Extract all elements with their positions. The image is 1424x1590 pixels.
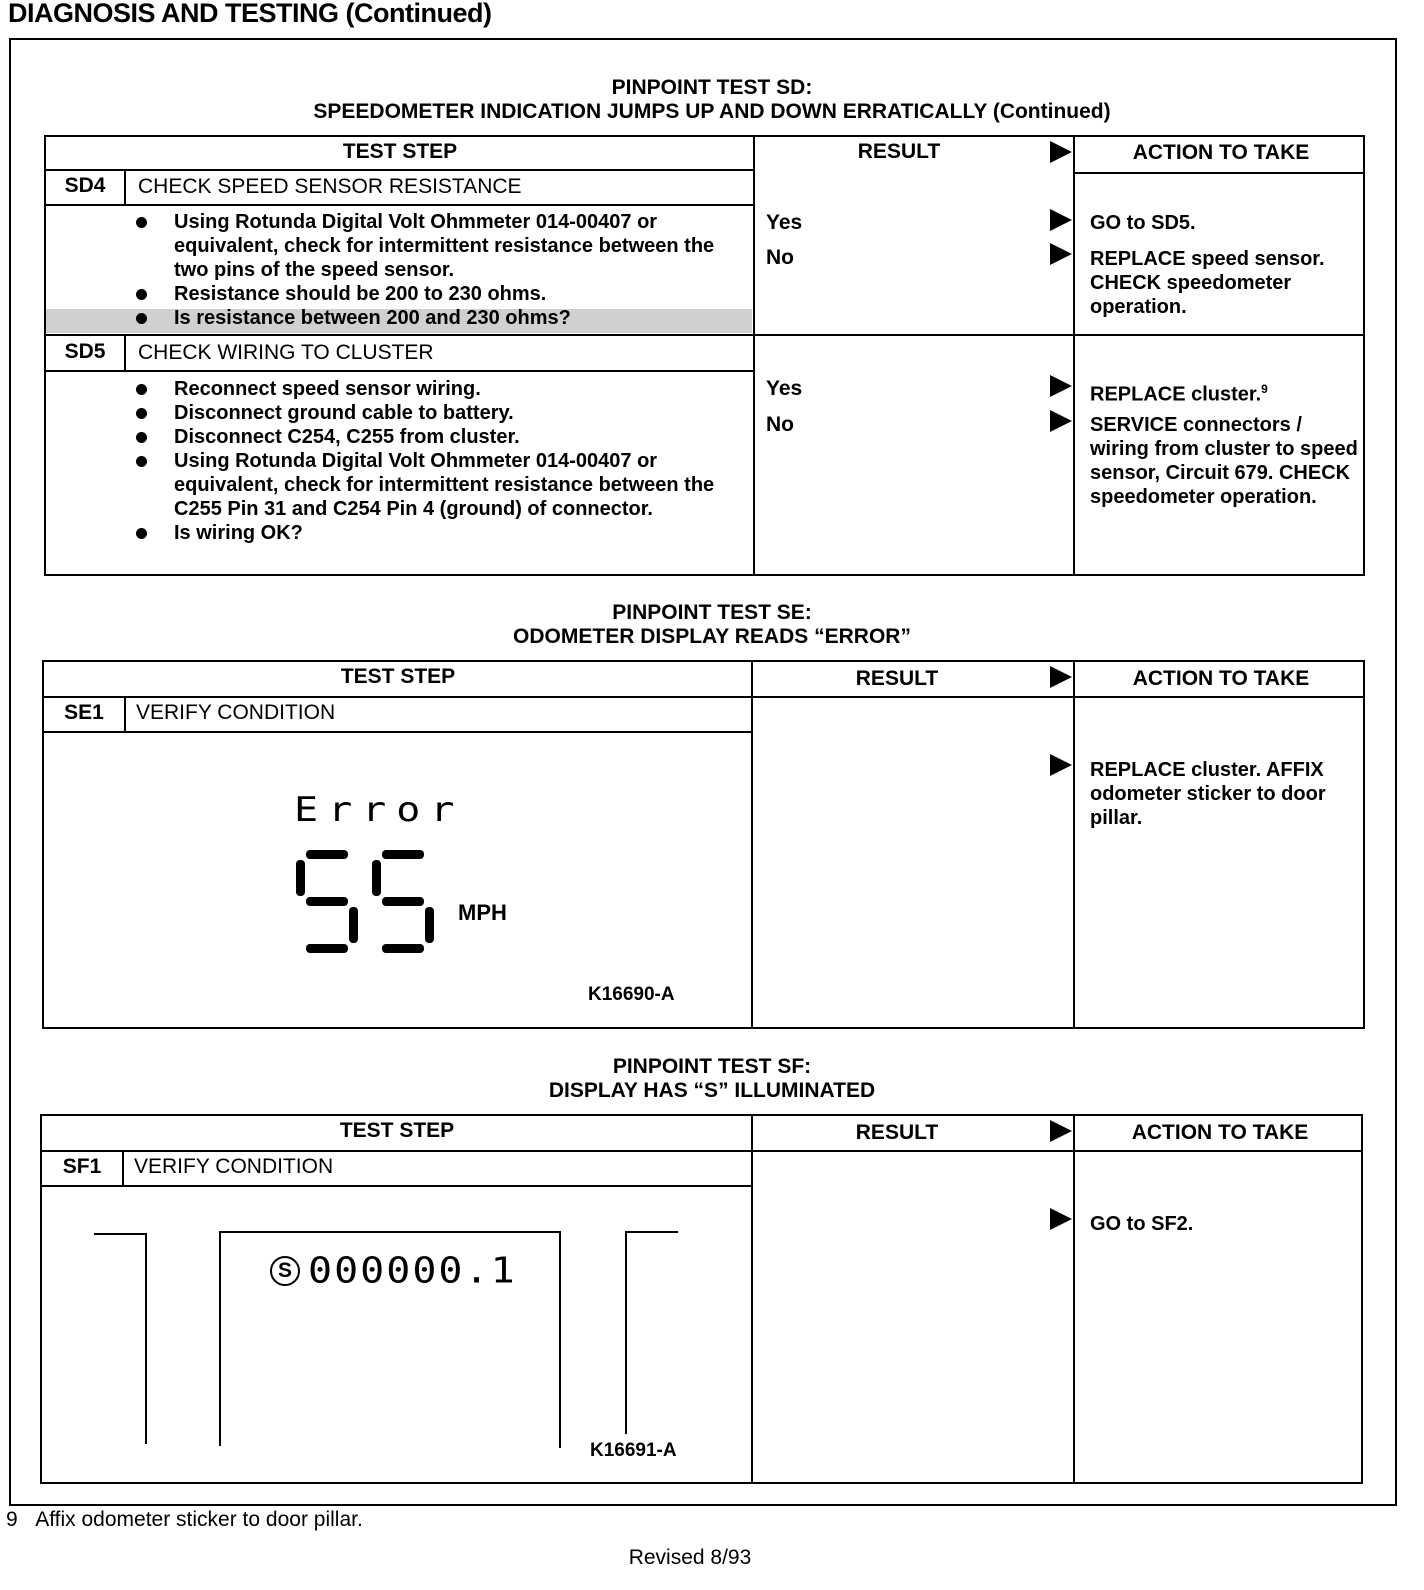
step-id-se1: SE1 — [64, 701, 104, 724]
step-title-sf1: VERIFY CONDITION — [134, 1155, 334, 1178]
divider — [46, 334, 1364, 336]
result-no: No — [766, 413, 794, 436]
bullet-icon — [136, 384, 147, 395]
action-yes-sd4: GO to SD5. — [1090, 212, 1196, 234]
bullet-list-sd5 — [174, 377, 734, 545]
bullet-item: Reconnect speed sensor wiring. — [174, 377, 734, 401]
arrow-icon — [1050, 410, 1072, 432]
figure-id-sf: K16691-A — [590, 1440, 677, 1461]
step-id-sd5: SD5 — [64, 340, 106, 363]
test-se-title-line1: PINPOINT TEST SE: — [612, 601, 812, 624]
step-title-se1: VERIFY CONDITION — [136, 701, 336, 724]
divider — [751, 1116, 753, 1482]
action-no-sd4: REPLACE speed sensor. CHECK speedometer operation. — [1090, 248, 1325, 318]
step-title-sd4: CHECK SPEED SENSOR RESISTANCE — [138, 175, 522, 198]
divider — [46, 169, 754, 171]
bullet-icon — [136, 217, 147, 228]
test-sf-title-line1: PINPOINT TEST SF: — [612, 1055, 812, 1078]
step-id-sd4: SD4 — [64, 174, 106, 197]
header-result: RESULT — [857, 140, 941, 163]
step-id-sf1: SF1 — [62, 1155, 102, 1178]
arrow-icon — [1050, 1208, 1072, 1230]
test-se-table — [42, 660, 1365, 1029]
header-action: ACTION TO TAKE — [1132, 141, 1310, 164]
divider — [751, 662, 753, 1027]
divider — [122, 1151, 124, 1185]
arrow-icon — [1050, 209, 1072, 231]
page-header: DIAGNOSIS AND TESTING (Continued) — [8, 0, 492, 28]
divider — [46, 370, 754, 372]
test-se-title-line2: ODOMETER DISPLAY READS “ERROR” — [513, 625, 911, 648]
test-sd-title-line1: PINPOINT TEST SD: — [611, 76, 813, 99]
bullet-item: Is wiring OK? — [174, 521, 734, 545]
display-error-text: Error — [294, 790, 465, 830]
header-test-step: TEST STEP — [340, 665, 456, 688]
header-test-step: TEST STEP — [342, 140, 458, 163]
step-title-sd5: CHECK WIRING TO CLUSTER — [138, 341, 434, 364]
action-yes-sd5: REPLACE cluster.$^9$ — [1090, 382, 1268, 406]
test-sf-table — [40, 1114, 1363, 1484]
s-indicator-icon: S — [270, 1256, 300, 1286]
bullet-list-sd4 — [174, 210, 734, 330]
header-arrow-icon — [1050, 1120, 1072, 1142]
bullet-item: Using Rotunda Digital Volt Ohmmeter 014-00407 or equivalent, check for intermittent resistance between the two pins of the speed sensor. — [174, 210, 734, 282]
bullet-item: Using Rotunda Digital Volt Ohmmeter 014-00407 or equivalent, check for intermittent resistance between the C255 Pin 31 and C254 Pin 4 (ground) of connector. — [174, 449, 734, 521]
divider — [124, 336, 126, 370]
bullet-item: Resistance should be 200 to 230 ohms. — [174, 282, 734, 306]
bullet-icon — [136, 408, 147, 419]
divider — [124, 171, 126, 204]
result-yes: Yes — [766, 211, 803, 234]
result-yes: Yes — [766, 377, 803, 400]
footnote: 9 Affix odometer sticker to door pillar. — [6, 1508, 363, 1531]
divider — [1073, 1116, 1075, 1482]
bullet-item: Is resistance between 200 and 230 ohms? — [174, 306, 734, 330]
divider — [42, 1185, 752, 1187]
divider — [124, 697, 126, 731]
seven-segment-speed-icon — [294, 848, 444, 958]
divider — [1073, 662, 1075, 1027]
header-arrow-icon — [1050, 666, 1072, 688]
test-sd-title-line2: SPEEDOMETER INDICATION JUMPS UP AND DOWN ERRATICALLY (Continued) — [313, 100, 1111, 123]
test-sf-title-line2: DISPLAY HAS “S” ILLUMINATED — [548, 1079, 876, 1102]
action-se1: REPLACE cluster. AFFIX odometer sticker to door pillar. — [1090, 759, 1326, 829]
header-result: RESULT — [855, 1121, 939, 1144]
header-action: ACTION TO TAKE — [1132, 667, 1310, 690]
header-action: ACTION TO TAKE — [1131, 1121, 1309, 1144]
action-sf1: GO to SF2. — [1090, 1213, 1194, 1235]
divider — [1074, 172, 1364, 174]
arrow-icon — [1050, 375, 1072, 397]
bullet-icon — [136, 528, 147, 539]
bullet-icon — [136, 456, 147, 467]
page-footer: Revised 8/93 — [628, 1546, 752, 1569]
header-test-step: TEST STEP — [339, 1119, 455, 1142]
divider — [46, 204, 754, 206]
bullet-icon — [136, 313, 147, 324]
header-result: RESULT — [855, 667, 939, 690]
header-arrow-icon — [1050, 141, 1072, 163]
divider — [753, 137, 755, 574]
action-no-sd5: SERVICE connectors / wiring from cluster to speed sensor, Circuit 679. CHECK speedometer operation. — [1090, 414, 1358, 508]
arrow-icon — [1050, 754, 1072, 776]
divider — [1073, 137, 1075, 574]
bullet-item: Disconnect ground cable to battery. — [174, 401, 734, 425]
bullet-icon — [136, 289, 147, 300]
test-sd-table — [44, 135, 1365, 576]
bullet-item: Disconnect C254, C255 from cluster. — [174, 425, 734, 449]
result-no: No — [766, 246, 794, 269]
display-odometer-digits: 000000.1 — [308, 1250, 517, 1292]
figure-id-se: K16690-A — [588, 984, 675, 1005]
bullet-icon — [136, 432, 147, 443]
divider — [44, 731, 752, 733]
display-unit: MPH — [458, 900, 507, 925]
arrow-icon — [1050, 243, 1072, 265]
